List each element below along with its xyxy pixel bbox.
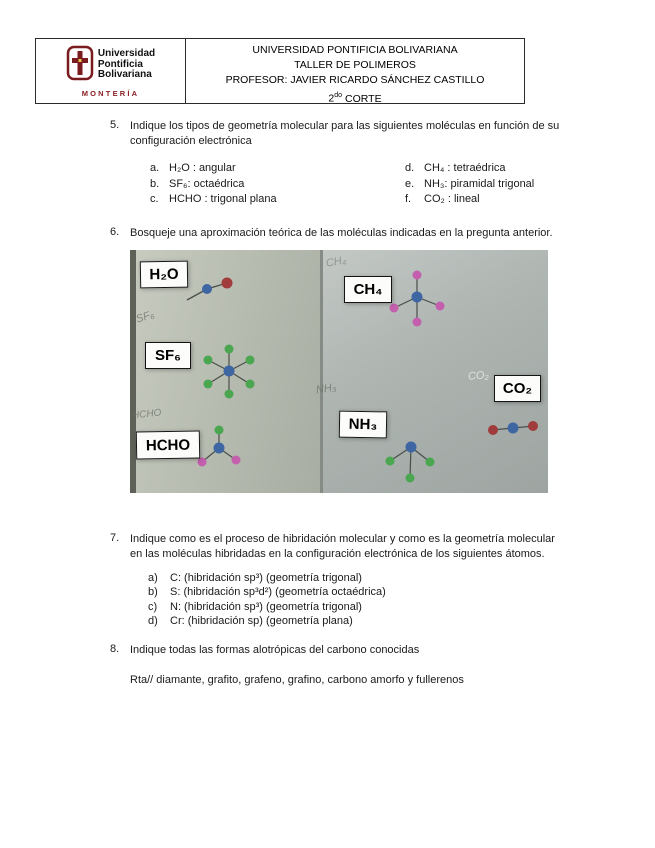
- item-text: N: (hibridación sp³) (geometría trigonal): [170, 600, 362, 613]
- item-label: a): [148, 571, 158, 584]
- question-6: [110, 226, 570, 493]
- question-7: [110, 532, 570, 629]
- molecule-label-hcho: HCHO: [136, 430, 200, 459]
- item-label: b): [148, 586, 158, 598]
- corte-ordinal: do: [334, 92, 343, 99]
- molecule-label-h2o: H₂O: [140, 260, 188, 288]
- item-d: [148, 614, 570, 629]
- option-c: [150, 192, 405, 208]
- whiteboard-photo: [130, 250, 548, 493]
- option-text: CO₂ : lineal: [424, 193, 480, 205]
- item-label: d): [148, 615, 158, 627]
- option-text: SF₆: octaédrica: [169, 177, 245, 190]
- question-6-text: Bosqueje una aproximación teórica de las moléculas indicadas en la pregunta anterior.: [130, 226, 553, 239]
- corte-word: CORTE: [345, 92, 382, 105]
- item-label: c): [148, 600, 158, 613]
- h2o-molecule-sketch: [187, 277, 233, 300]
- header-line-corte: [186, 88, 524, 107]
- option-text: NH₃: piramidal trigonal: [424, 177, 535, 190]
- option-text: HCHO : trigonal plana: [169, 193, 277, 205]
- item-text: S: (hibridación sp³d²) (geometría octaédrica): [170, 586, 386, 598]
- logo-name-line3: Bolivariana: [97, 69, 152, 81]
- item-b: [148, 585, 570, 600]
- molecule-label-sf6: SF₆: [145, 342, 191, 369]
- option-e: [405, 177, 570, 193]
- item-a: [148, 571, 570, 586]
- corte-number: 2: [328, 92, 335, 105]
- question-8: [110, 643, 570, 688]
- item-c: [148, 600, 570, 615]
- sf6-molecule-sketch: [204, 344, 255, 398]
- handwritten-nh3-label: NH₃: [315, 381, 337, 396]
- option-label: f.: [405, 193, 412, 205]
- university-name: [98, 49, 155, 81]
- header-line-university: UNIVERSIDAD PONTIFICIA BOLIVARIANA: [252, 44, 458, 56]
- upb-shield-icon: [66, 45, 94, 86]
- molecule-label-co2: CO₂: [494, 375, 541, 402]
- question-8-text: Indique todas las formas alotrópicas del carbono conocidas: [130, 643, 420, 656]
- question-7-number: 7.: [110, 531, 120, 544]
- option-b: [150, 177, 405, 193]
- option-f: [405, 192, 570, 208]
- option-d: [405, 161, 570, 177]
- handwritten-co2-label: CO₂: [467, 368, 490, 383]
- question-8-number: 8.: [110, 642, 120, 655]
- handwritten-sf6-label: SF₆: [134, 307, 156, 326]
- item-text: Cr: (hibridación sp) (geometría plana): [170, 615, 353, 627]
- handwritten-hcho-label: HCHO: [131, 406, 162, 422]
- question-5-text: Indique los tipos de geometría molecular para las siguientes moléculas en función de su configuración electrónica: [130, 120, 560, 147]
- question-5: [110, 119, 570, 208]
- logo-cell: [36, 39, 186, 103]
- option-label: e.: [405, 177, 415, 190]
- ch4-molecule-sketch: [390, 270, 445, 326]
- molecule-label-nh3: NH₃: [339, 410, 387, 438]
- option-label: d.: [405, 162, 415, 174]
- campus-name: MONTERÍA: [81, 88, 140, 98]
- options-right-column: [405, 161, 570, 208]
- nh3-molecule-sketch: [386, 441, 435, 482]
- question-8-answer: Rta// diamante, grafito, grafeno, grafino, carbono amorfo y fullerenos: [130, 673, 464, 686]
- option-label: c.: [150, 193, 159, 205]
- options-left-column: [150, 161, 405, 208]
- item-text: C: (hibridación sp³) (geometría trigonal): [170, 571, 362, 584]
- header-line-course: TALLER DE POLIMEROS: [294, 59, 416, 71]
- question-5-options: [130, 161, 570, 208]
- question-6-number: 6.: [110, 225, 120, 238]
- logo-name-line1: Universidad: [97, 48, 156, 60]
- option-a: [150, 161, 405, 177]
- logo-name-line2: Pontificia: [97, 58, 143, 70]
- header-line-professor: PROFESOR: JAVIER RICARDO SÁNCHEZ CASTILLO: [225, 74, 485, 86]
- header-table: [35, 38, 525, 104]
- handwritten-ch4-label: CH₄: [325, 253, 348, 270]
- option-label: a.: [150, 162, 160, 174]
- molecule-label-ch4: CH₄: [344, 276, 392, 303]
- header-title-cell: [186, 39, 524, 103]
- co2-molecule-sketch: [488, 421, 538, 435]
- question-7-text: Indique como es el proceso de hibridación molecular y como es la geometría molecular en las moléculas hibridadas en la configuración electrónica de los siguientes átomos.: [130, 532, 555, 560]
- hcho-molecule-sketch: [198, 425, 241, 466]
- option-text: H₂O : angular: [169, 162, 236, 174]
- question-5-number: 5.: [110, 119, 120, 131]
- option-label: b.: [150, 177, 160, 190]
- upb-logo: [66, 45, 155, 86]
- question-7-items: [148, 571, 570, 629]
- option-text: CH₄ : tetraédrica: [424, 162, 506, 174]
